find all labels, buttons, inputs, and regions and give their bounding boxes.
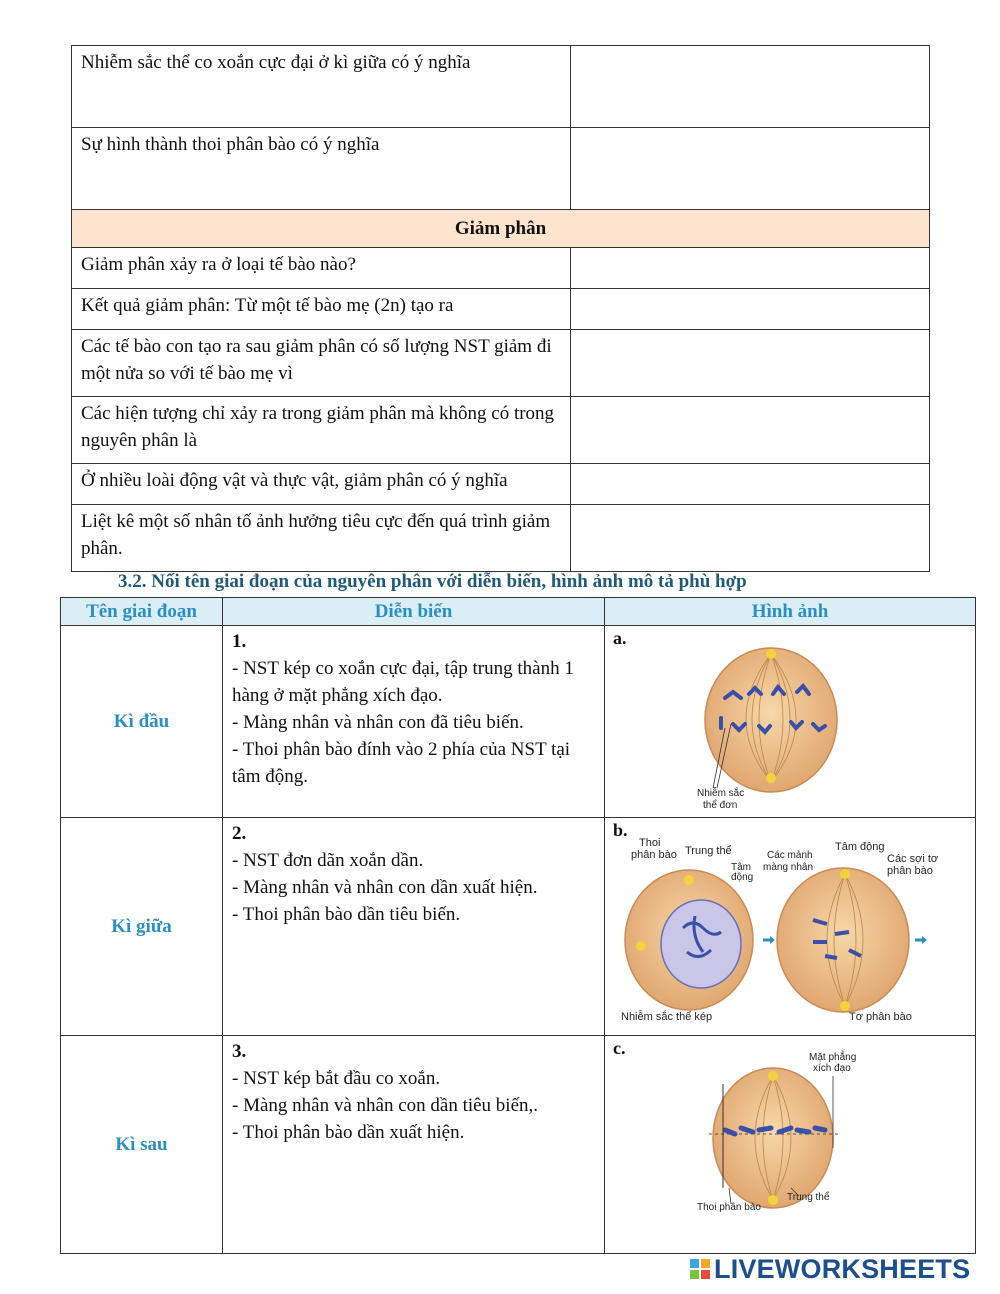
logo-cube bbox=[701, 1259, 710, 1268]
table-row bbox=[72, 397, 930, 464]
label: Các sợi tơ bbox=[887, 853, 939, 865]
label: Mặt phẳng bbox=[809, 1052, 857, 1063]
question-cell: Giảm phân xảy ra ở loại tế bào nào? bbox=[72, 248, 571, 289]
anaphase-illustration bbox=[613, 628, 967, 812]
stage-name[interactable]: Kì sau bbox=[61, 1036, 223, 1254]
section-heading-3-2: 3.2. Nối tên giai đoạn của nguyên phân với diễn biến, hình ảnh mô tả phù hợp bbox=[118, 571, 747, 592]
answer-cell[interactable] bbox=[571, 505, 930, 572]
answer-cell[interactable] bbox=[571, 464, 930, 505]
label: Nhiễm sắc bbox=[697, 788, 745, 799]
centrosome bbox=[636, 941, 646, 951]
description-number: 1. bbox=[232, 631, 247, 652]
cell-body bbox=[713, 1068, 833, 1208]
description-line: - Màng nhân và nhân con dần xuất hiện. bbox=[232, 877, 538, 898]
centrosome-top bbox=[766, 649, 776, 659]
description-number: 3. bbox=[232, 1041, 247, 1062]
table-row bbox=[72, 505, 930, 572]
label: Nhiễm sắc thể kép bbox=[621, 1011, 713, 1023]
stage-image-cell[interactable] bbox=[605, 818, 976, 1036]
question-cell: Liệt kê một số nhân tố ảnh hưởng tiêu cực đến quá trình giảm phân. bbox=[72, 505, 571, 572]
centrosome bbox=[768, 1195, 778, 1205]
description-line: - NST kép bắt đầu co xoắn. bbox=[232, 1068, 441, 1089]
header-image: Hình ảnh bbox=[605, 598, 976, 626]
description-number: 2. bbox=[232, 823, 247, 844]
answer-cell[interactable] bbox=[571, 46, 930, 128]
label: Thoi bbox=[639, 837, 661, 849]
centrosome bbox=[768, 1071, 778, 1081]
table-row bbox=[72, 289, 930, 330]
table-row bbox=[72, 464, 930, 505]
description-line: - Màng nhân và nhân con dần tiêu biến,. bbox=[232, 1095, 539, 1116]
answer-cell[interactable] bbox=[571, 289, 930, 330]
stage-description[interactable] bbox=[223, 1036, 605, 1254]
label: Trung thể bbox=[787, 1192, 830, 1203]
logo-cube bbox=[690, 1259, 699, 1268]
header-description: Diễn biến bbox=[223, 598, 605, 626]
section-title: Giảm phân bbox=[72, 210, 930, 248]
section-row bbox=[72, 210, 930, 248]
table-row bbox=[72, 46, 930, 128]
table-row bbox=[61, 626, 976, 818]
logo-cubes-icon bbox=[690, 1259, 710, 1279]
label: Tơ phân bào bbox=[849, 1011, 912, 1023]
table-row bbox=[61, 1036, 976, 1254]
matching-table bbox=[60, 597, 976, 1254]
cell-body bbox=[777, 868, 909, 1012]
centrosome bbox=[840, 869, 850, 879]
question-cell: Nhiễm sắc thể co xoắn cực đại ở kì giữa có ý nghĩa bbox=[72, 46, 571, 128]
metaphase-illustration bbox=[613, 1038, 967, 1248]
nucleus bbox=[661, 900, 741, 988]
centrosome bbox=[684, 875, 694, 885]
table-row bbox=[72, 330, 930, 397]
stage-name[interactable]: Kì đầu bbox=[61, 626, 223, 818]
question-cell: Các tế bào con tạo ra sau giảm phân có số lượng NST giảm đi một nửa so với tế bào mẹ vì bbox=[72, 330, 571, 397]
label: màng nhân bbox=[763, 862, 814, 873]
label: phân bào bbox=[887, 865, 933, 877]
description-line: - NST đơn dãn xoắn dần. bbox=[232, 850, 424, 871]
label: động bbox=[731, 872, 754, 883]
logo-cube bbox=[690, 1270, 699, 1279]
logo-text: LIVEWORKSHEETS bbox=[714, 1253, 971, 1284]
stage-description[interactable] bbox=[223, 626, 605, 818]
label: thể đơn bbox=[703, 800, 738, 811]
label: xích đạo bbox=[813, 1063, 851, 1074]
answer-cell[interactable] bbox=[571, 330, 930, 397]
table-row bbox=[72, 128, 930, 210]
question-cell: Kết quả giảm phân: Từ một tế bào mẹ (2n) tạo ra bbox=[72, 289, 571, 330]
description-line: - NST kép co xoắn cực đại, tập trung thành 1 hàng ở mặt phẳng xích đạo. bbox=[232, 658, 574, 706]
header-row bbox=[61, 598, 976, 626]
centrosome bbox=[840, 1001, 850, 1011]
description-line: - Màng nhân và nhân con đã tiêu biến. bbox=[232, 712, 524, 733]
label: Các mảnh bbox=[767, 850, 813, 861]
answer-cell[interactable] bbox=[571, 128, 930, 210]
image-letter: c. bbox=[613, 1038, 626, 1058]
label: Tâm bbox=[731, 862, 751, 873]
answer-cell[interactable] bbox=[571, 248, 930, 289]
worksheet-table-1 bbox=[71, 45, 930, 572]
question-cell: Ở nhiều loài động vật và thực vật, giảm phân có ý nghĩa bbox=[72, 464, 571, 505]
table-row bbox=[61, 818, 976, 1036]
table-row bbox=[72, 248, 930, 289]
header-stage: Tên giai đoạn bbox=[61, 598, 223, 626]
image-letter: a. bbox=[613, 628, 627, 648]
prophase-illustration bbox=[613, 820, 967, 1030]
description-line: - Thoi phân bào dần tiêu biến. bbox=[232, 904, 461, 925]
cell-body bbox=[705, 648, 837, 792]
label: Trung thể bbox=[685, 845, 732, 857]
image-letter: b. bbox=[613, 820, 628, 840]
stage-image-cell[interactable] bbox=[605, 626, 976, 818]
liveworksheets-logo[interactable] bbox=[690, 1254, 970, 1284]
description-line: - Thoi phân bào đính vào 2 phía của NST tại tâm động. bbox=[232, 739, 571, 787]
label: phân bào bbox=[631, 849, 677, 861]
label: Thoi phân bào bbox=[697, 1202, 761, 1213]
logo-cube bbox=[701, 1270, 710, 1279]
stage-name[interactable]: Kì giữa bbox=[61, 818, 223, 1036]
stage-image-cell[interactable] bbox=[605, 1036, 976, 1254]
question-cell: Các hiện tượng chỉ xảy ra trong giảm phân mà không có trong nguyên phân là bbox=[72, 397, 571, 464]
stage-description[interactable] bbox=[223, 818, 605, 1036]
description-line: - Thoi phân bào dần xuất hiện. bbox=[232, 1122, 465, 1143]
question-cell: Sự hình thành thoi phân bào có ý nghĩa bbox=[72, 128, 571, 210]
centrosome-bottom bbox=[766, 773, 776, 783]
label: Tâm động bbox=[835, 841, 885, 853]
answer-cell[interactable] bbox=[571, 397, 930, 464]
